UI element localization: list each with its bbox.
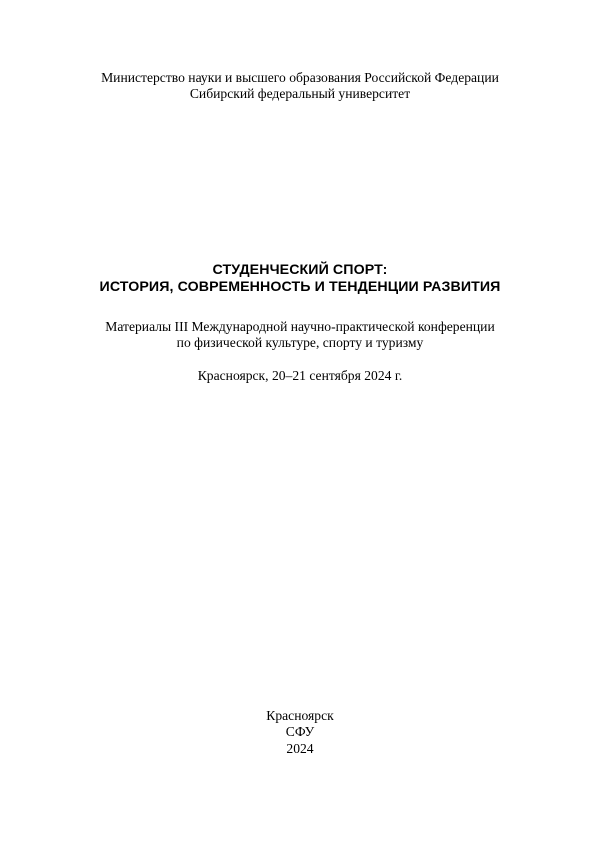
- ministry-name: Министерство науки и высшего образования Российской Федерации: [101, 70, 499, 85]
- imprint-city: Красноярск: [266, 708, 334, 723]
- document-title-line-1: СТУДЕНЧЕСКИЙ СПОРТ:: [212, 262, 388, 278]
- event-place-date: Красноярск, 20–21 сентября 2024 г.: [197, 368, 403, 383]
- subtitle-line-2: по физической культуре, спорту и туризму: [176, 335, 424, 350]
- document-title-line-2: ИСТОРИЯ, СОВРЕМЕННОСТЬ И ТЕНДЕНЦИИ РАЗВИТИЯ: [99, 279, 501, 295]
- university-name: Сибирский федеральный университет: [189, 86, 411, 101]
- subtitle-line-1: Материалы III Международной научно-практической конференции: [105, 319, 495, 334]
- imprint-publisher: СФУ: [285, 724, 315, 739]
- imprint-year: 2024: [286, 741, 314, 756]
